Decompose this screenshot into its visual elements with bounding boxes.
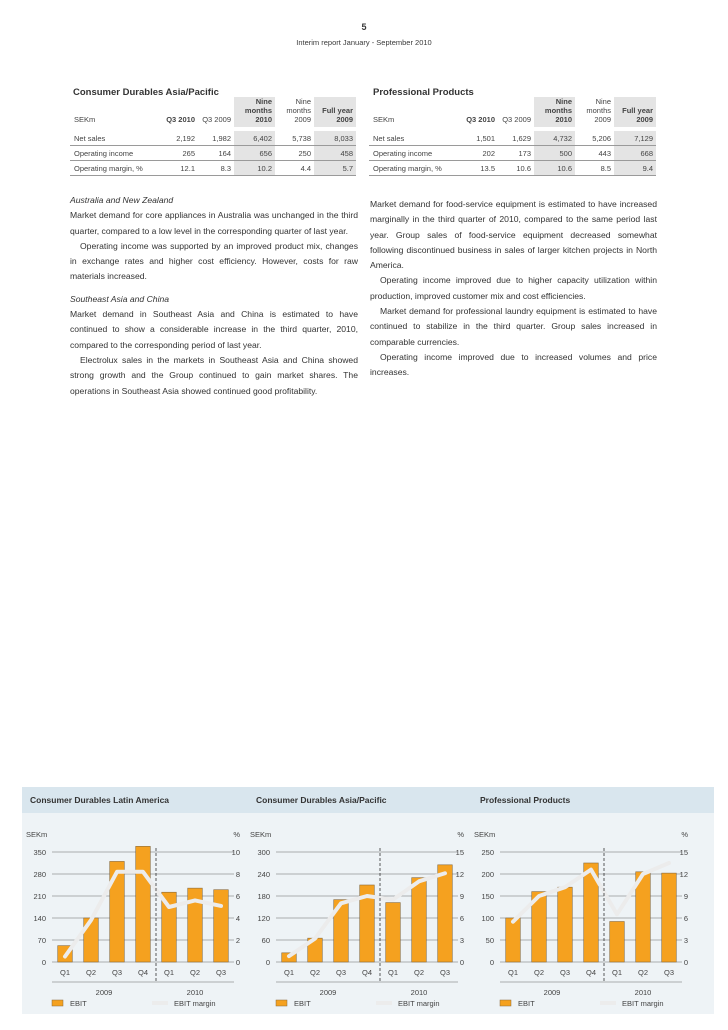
y-tick-left: 60	[261, 936, 270, 945]
legend-label: EBIT margin	[174, 999, 216, 1008]
y-axis-right-label: %	[457, 830, 464, 839]
paragraph: Operating income was supported by an improved product mix, changes in exchange rates and higher cost efficiency. However, costs for raw materials increased.	[70, 240, 358, 282]
y-axis-left-label: SEKm	[250, 830, 272, 839]
x-tick-label: Q3	[663, 968, 675, 977]
chart-title: Consumer Durables Asia/Pacific	[256, 795, 387, 805]
x-tick-label: Q2	[637, 968, 649, 977]
y-tick-left: 140	[33, 914, 46, 923]
table-row: Operating margin, % 13.5 10.6 10.6 8.5 9.4	[369, 161, 656, 176]
y-tick-left: 200	[481, 870, 494, 879]
year-label: 2009	[319, 988, 337, 997]
text-column-right	[370, 197, 657, 381]
x-tick-label: Q3	[335, 968, 347, 977]
y-tick-left: 350	[33, 848, 46, 857]
x-tick-label: Q2	[533, 968, 545, 977]
legend-label: EBIT	[70, 999, 87, 1008]
table-row: Net sales 1,501 1,629 4,732 5,206 7,129	[369, 129, 656, 146]
legend-swatch-bar	[500, 1000, 511, 1006]
y-tick-left: 120	[257, 914, 270, 923]
table-asia	[70, 97, 356, 176]
y-tick-left: 0	[41, 958, 46, 967]
table-title-asia: Consumer Durables Asia/Pacific	[73, 87, 219, 98]
text-column-left	[70, 193, 358, 399]
col-header: Nine months 2009	[286, 97, 311, 124]
legend-label: EBIT margin	[622, 999, 664, 1008]
y-tick-left: 0	[265, 958, 270, 967]
col-header: Q3 2010	[466, 115, 495, 124]
y-tick-right: 3	[459, 936, 464, 945]
x-tick-label: Q1	[611, 968, 623, 977]
y-tick-right: 8	[235, 870, 240, 879]
x-tick-label: Q2	[309, 968, 321, 977]
x-tick-label: Q3	[439, 968, 451, 977]
bar	[662, 873, 677, 962]
y-tick-left: 100	[481, 914, 494, 923]
y-tick-left: 150	[481, 892, 494, 901]
table-professional	[369, 97, 656, 176]
year-label: 2009	[95, 988, 113, 997]
legend-swatch-bar	[276, 1000, 287, 1006]
page-number: 5	[361, 22, 367, 32]
table-row: Net sales 2,192 1,982 6,402 5,738 8,033	[70, 129, 356, 146]
x-tick-label: Q1	[283, 968, 295, 977]
bar	[386, 903, 401, 962]
x-tick-label: Q4	[585, 968, 597, 977]
chart-latin-america	[26, 826, 256, 1016]
y-tick-left: 240	[257, 870, 270, 879]
section-heading: Southeast Asia and China	[70, 293, 170, 304]
y-axis-right-label: %	[681, 830, 688, 839]
bar	[558, 887, 573, 962]
y-tick-right: 12	[455, 870, 464, 879]
x-tick-label: Q2	[413, 968, 425, 977]
y-tick-left: 50	[485, 936, 494, 945]
bar	[136, 846, 151, 962]
col-header: Q3 2009	[502, 115, 531, 124]
col-header: Full year 2009	[614, 97, 656, 129]
y-axis-right-label: %	[233, 830, 240, 839]
section-heading: Australia and New Zealand	[70, 195, 174, 205]
col-header: Nine months 2010	[234, 97, 275, 129]
legend-label: EBIT	[294, 999, 311, 1008]
bar	[610, 922, 625, 962]
y-tick-right: 6	[235, 892, 240, 901]
legend-swatch-bar	[52, 1000, 63, 1006]
y-tick-right: 15	[455, 848, 464, 857]
y-tick-left: 70	[37, 936, 46, 945]
bar	[506, 918, 521, 962]
x-tick-label: Q4	[137, 968, 149, 977]
paragraph: Market demand for professional laundry equipment is estimated to have continued to stabilize in the third quarter. Group sales increased in comparable currencies.	[370, 306, 657, 347]
col-header: Q3 2010	[166, 115, 195, 124]
x-tick-label: Q1	[163, 968, 175, 977]
x-tick-label: Q2	[85, 968, 97, 977]
y-tick-right: 12	[679, 870, 688, 879]
legend-label: EBIT margin	[398, 999, 440, 1008]
table-row: Operating income 265 164 656 250 458	[70, 146, 356, 161]
y-tick-right: 9	[459, 892, 464, 901]
report-subtitle: Interim report January - September 2010	[296, 38, 432, 47]
y-tick-left: 280	[33, 870, 46, 879]
bar	[214, 890, 229, 962]
col-header: Nine months 2009	[586, 97, 611, 124]
col-header: Nine months 2010	[534, 97, 575, 129]
y-tick-right: 4	[235, 914, 240, 923]
chart-asia-pacific	[250, 826, 480, 1016]
col-header: Q3 2009	[202, 115, 231, 124]
y-tick-right: 2	[235, 936, 240, 945]
x-tick-label: Q4	[361, 968, 373, 977]
x-tick-label: Q2	[189, 968, 201, 977]
col-header: SEKm	[373, 115, 395, 124]
y-tick-left: 250	[481, 848, 494, 857]
year-label: 2010	[634, 988, 652, 997]
paragraph: Electrolux sales in the markets in Southeast Asia and China showed strong growth and the Group continued to gain market shares. The operations in Southeast Asia showed continued good profitability.	[70, 354, 358, 396]
y-tick-left: 210	[33, 892, 46, 901]
bar	[110, 861, 125, 962]
year-label: 2010	[186, 988, 204, 997]
chart-title: Consumer Durables Latin America	[30, 795, 170, 805]
x-tick-label: Q3	[111, 968, 123, 977]
y-tick-left: 300	[257, 848, 270, 857]
paragraph: Operating income improved due to increased volumes and price increases.	[370, 351, 657, 378]
x-tick-label: Q1	[59, 968, 71, 977]
y-tick-right: 6	[459, 914, 464, 923]
col-header: Full year 2009	[314, 97, 356, 129]
y-axis-left-label: SEKm	[474, 830, 496, 839]
y-tick-left: 0	[489, 958, 494, 967]
table-row: Operating income 202 173 500 443 668	[369, 146, 656, 161]
paragraph: Operating income improved due to higher capacity utilization within production, improved customer mix and cost efficiencies.	[370, 275, 657, 301]
bar	[438, 865, 453, 962]
x-tick-label: Q3	[559, 968, 571, 977]
charts-header-bar	[22, 787, 714, 813]
paragraph: Market demand for food-service equipment is estimated to have increased marginally in the third quarter of 2010, compared to the same period last year. Group sales of food-service equipment decreased somewhat following discontinued business in sales of larger kitchen projects in North America.	[370, 199, 657, 271]
y-tick-right: 9	[683, 892, 688, 901]
table-title-professional: Professional Products	[373, 87, 474, 98]
legend-label: EBIT	[518, 999, 535, 1008]
y-tick-right: 0	[235, 958, 240, 967]
y-tick-right: 0	[683, 958, 688, 967]
bar	[412, 878, 427, 962]
y-tick-right: 6	[683, 914, 688, 923]
x-tick-label: Q3	[215, 968, 227, 977]
y-tick-right: 3	[683, 936, 688, 945]
y-tick-right: 15	[679, 848, 688, 857]
y-axis-left-label: SEKm	[26, 830, 48, 839]
y-tick-right: 10	[231, 848, 240, 857]
table-row: Operating margin, % 12.1 8.3 10.2 4.4 5.7	[70, 161, 356, 176]
x-tick-label: Q1	[387, 968, 399, 977]
y-tick-left: 180	[257, 892, 270, 901]
year-label: 2009	[543, 988, 561, 997]
x-tick-label: Q1	[507, 968, 519, 977]
y-tick-right: 0	[459, 958, 464, 967]
chart-title: Professional Products	[480, 795, 571, 805]
col-header: SEKm	[74, 115, 96, 124]
year-label: 2010	[410, 988, 428, 997]
paragraph: Market demand in Southeast Asia and China is estimated to have continued to show a considerable increase in the third quarter, 2010, compared to the corresponding period of last year.	[70, 309, 358, 350]
chart-professional-products	[474, 826, 704, 1016]
paragraph: Market demand for core appliances in Australia was unchanged in the third quarter, compared to a low level in the corresponding quarter of last year.	[70, 210, 358, 236]
